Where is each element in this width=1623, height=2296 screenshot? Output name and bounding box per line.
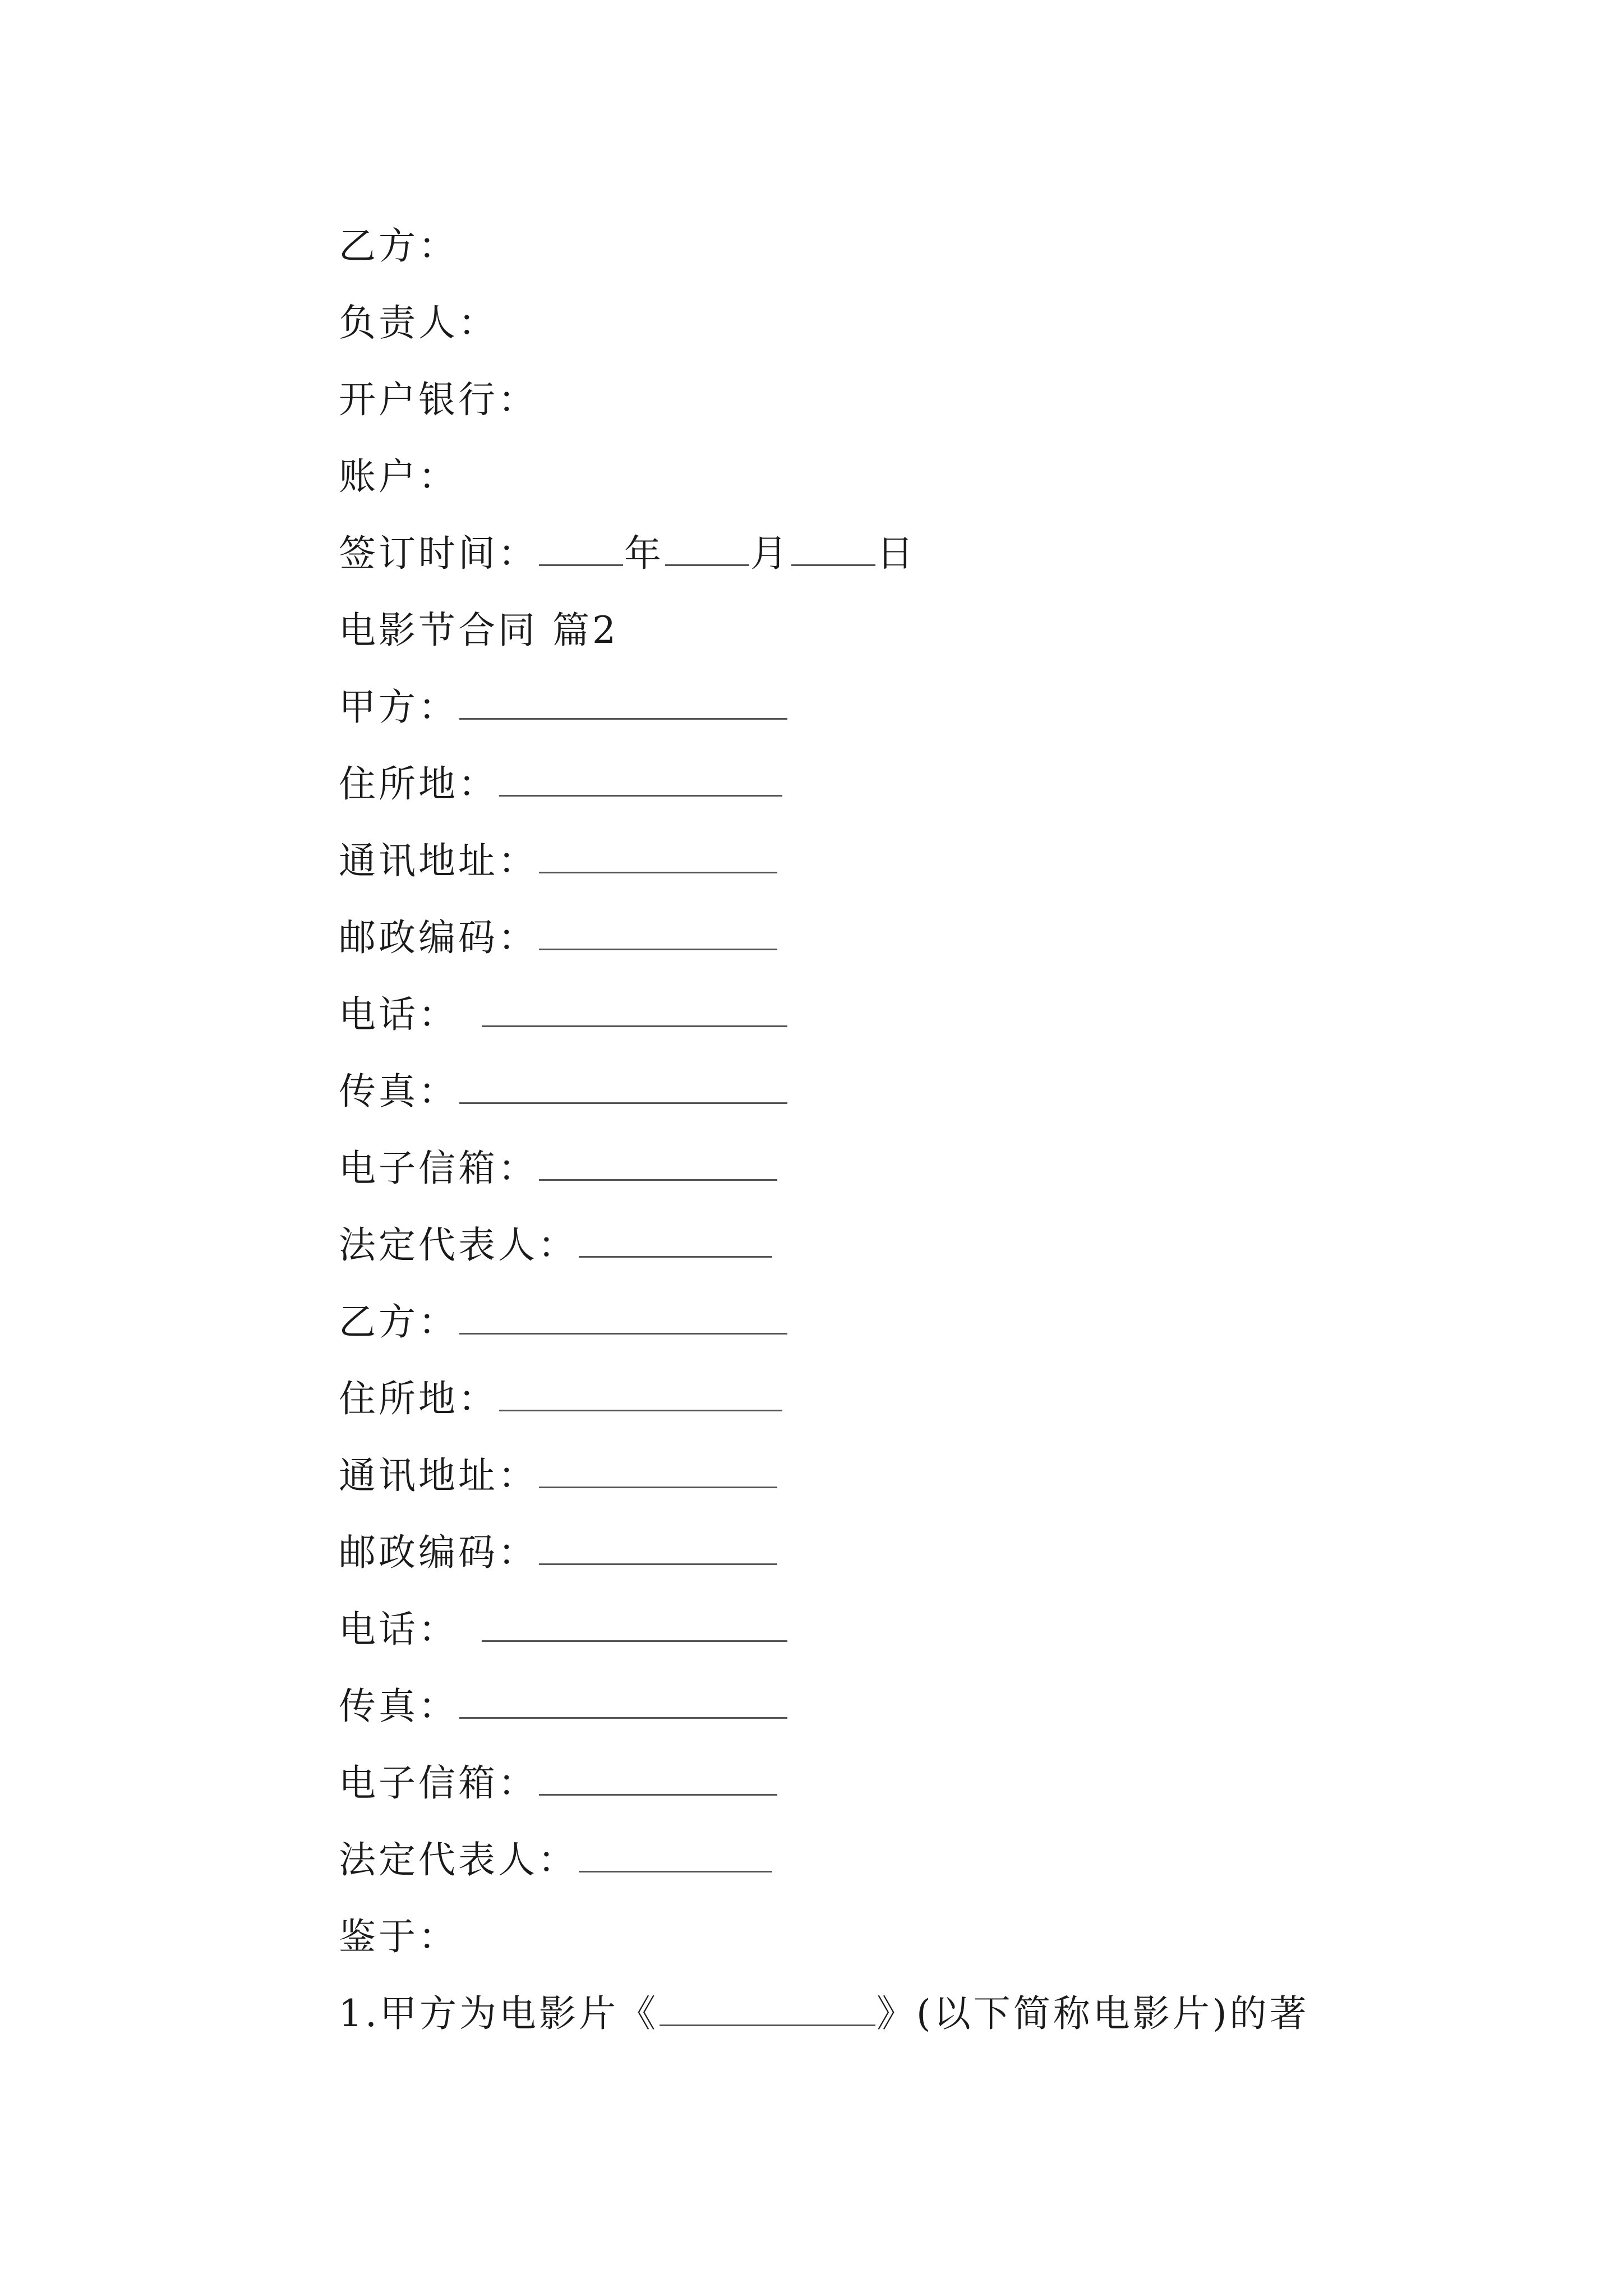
clause-1-prefix: 1.甲方为电影片《 <box>339 1992 658 2035</box>
party-a-fax-line: 传真： <box>339 1053 1460 1130</box>
party-b-address-line: 住所地： <box>339 1360 1460 1437</box>
party-b-postcode-blank <box>539 1524 777 1565</box>
party-a-email-blank <box>539 1140 777 1181</box>
responsible-person-line: 负责人： <box>339 301 498 344</box>
party-a-address-blank <box>499 756 782 797</box>
sign-date-label: 签订时间： <box>339 532 538 575</box>
sign-date-line <box>339 515 1460 592</box>
party-b-email-blank <box>539 1755 777 1796</box>
party-b-mail-line: 通讯地址： <box>339 1437 1460 1514</box>
party-b-mail-blank <box>539 1447 777 1488</box>
whereas-line: 鉴于： <box>339 1915 458 1958</box>
account-line: 账户： <box>339 455 458 498</box>
party-a-email-line: 电子信箱： <box>339 1130 1460 1207</box>
year-blank <box>539 525 623 566</box>
party-b-legal-rep-line: 法定代表人： <box>339 1821 1460 1898</box>
party-a-address-line: 住所地： <box>339 746 1460 822</box>
party-a-postcode-line: 邮政编码： <box>339 899 1460 976</box>
party-a-phone-blank <box>482 986 787 1027</box>
party-a-legal-rep-blank <box>579 1217 772 1258</box>
party-a-mail-blank <box>539 832 777 873</box>
party-b-line: 乙方： <box>339 1283 1460 1360</box>
month-blank <box>665 525 749 566</box>
party-a-phone-line: 电话： <box>339 976 1460 1053</box>
party-b-label-line: 乙方： <box>339 224 458 268</box>
party-a-mail-line: 通讯地址： <box>339 822 1460 899</box>
section-title: 电影节合同 篇2 <box>339 609 619 652</box>
party-b-email-line: 电子信箱： <box>339 1745 1460 1821</box>
month-label: 月 <box>750 532 790 575</box>
document-body <box>339 208 1460 2052</box>
party-b-fax-line: 传真： <box>339 1668 1460 1745</box>
clause-1-line <box>339 1975 1460 2052</box>
party-a-legal-rep-line: 法定代表人： <box>339 1207 1460 1283</box>
party-b-legal-rep-blank <box>579 1832 772 1872</box>
party-b-blank <box>459 1294 787 1335</box>
year-label: 年 <box>624 532 664 575</box>
party-a-line: 甲方： <box>339 669 1460 746</box>
clause-1-suffix: 》(以下简称电影片)的著 <box>876 1992 1310 2035</box>
party-a-postcode-blank <box>539 909 777 950</box>
day-blank <box>791 525 875 566</box>
party-b-phone-line: 电话： <box>339 1591 1460 1668</box>
film-title-blank <box>660 1985 875 2026</box>
bank-line: 开户银行： <box>339 378 538 421</box>
party-a-blank <box>459 679 787 720</box>
day-label: 日 <box>877 532 916 575</box>
party-a-fax-blank <box>459 1063 787 1104</box>
party-b-phone-blank <box>482 1601 787 1642</box>
party-b-fax-blank <box>459 1678 787 1719</box>
party-b-postcode-line: 邮政编码： <box>339 1514 1460 1591</box>
party-b-address-blank <box>499 1370 782 1411</box>
